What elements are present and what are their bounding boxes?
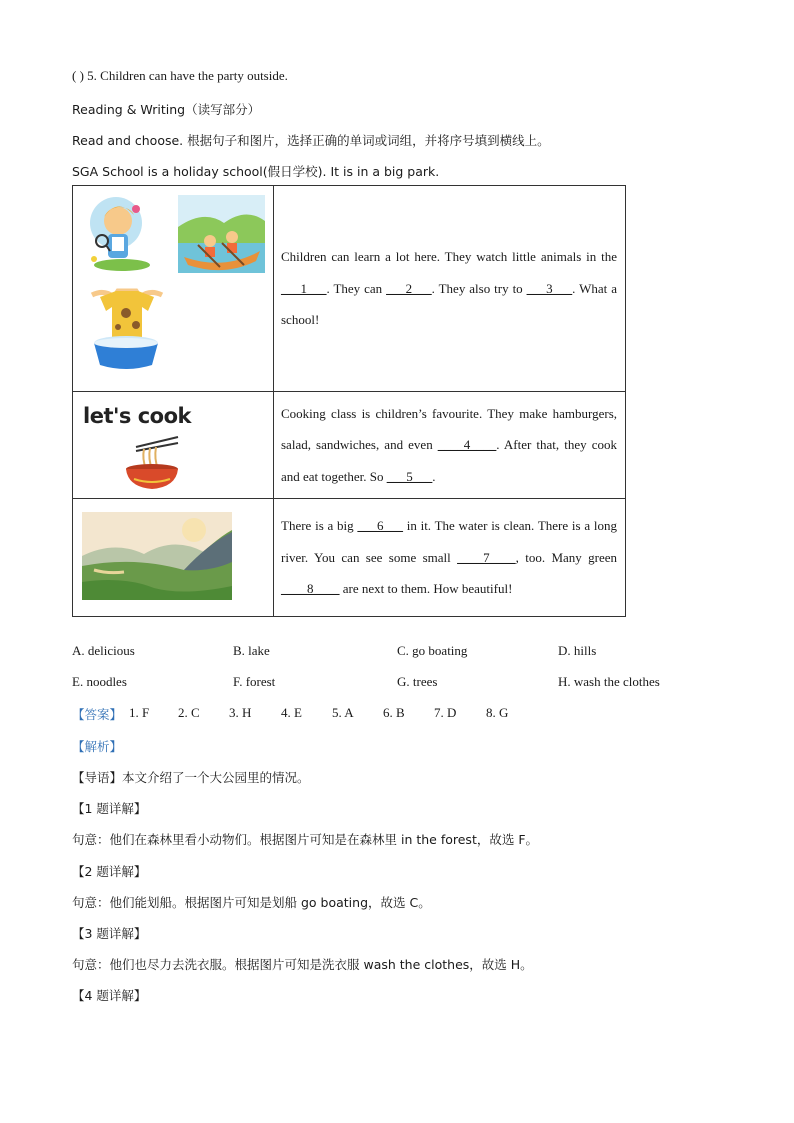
option-g: G. trees	[397, 674, 438, 689]
detail-2-head: 【2 题详解】	[72, 864, 147, 879]
text-cell-1	[274, 186, 626, 392]
lets-cook-label: let's cook	[83, 404, 191, 428]
row3-text-b: in it. The water is clean. There is a long river. You can see some small	[281, 518, 617, 565]
picture-cell-3	[73, 499, 274, 617]
hills-lake-icon	[82, 512, 232, 600]
blank-3: ___3___	[526, 280, 573, 296]
blank-1: ___1___	[281, 280, 327, 296]
blank-5: ___5___	[386, 468, 433, 484]
option-d: D. hills	[558, 643, 597, 658]
blank-6: ___6___	[357, 518, 403, 534]
option-f: F. forest	[233, 674, 276, 689]
girl-magnifier-icon	[90, 197, 150, 271]
reading-table	[72, 185, 626, 617]
blank-4: ____4____	[437, 437, 497, 453]
option-h: H. wash the clothes	[558, 674, 660, 689]
option-b: B. lake	[233, 643, 270, 658]
guide-line	[72, 768, 310, 786]
row3-text-d: are next to them. How beautiful!	[339, 581, 513, 597]
question-5: ( ) 5. Children can have the party outside.	[72, 68, 288, 83]
guide-text: 本文介绍了一个大公园里的情况。	[122, 770, 310, 785]
picture-cell-2	[73, 392, 274, 499]
boating-icon	[178, 195, 265, 273]
text-cell-3	[274, 499, 626, 617]
section-title: Reading & Writing（读写部分）	[72, 102, 261, 117]
answer-4: 4. E	[281, 705, 302, 720]
answer-3: 3. H	[229, 705, 252, 720]
row1-text-b: . They can	[326, 280, 387, 296]
detail-4-head: 【4 题详解】	[72, 988, 147, 1003]
option-c: C. go boating	[397, 643, 468, 658]
intro-text: SGA School is a holiday school(假日学校). It is in a big park.	[72, 164, 440, 179]
detail-3-head: 【3 题详解】	[72, 926, 147, 941]
kids-activities-illustration	[74, 187, 272, 386]
blank-7: ____7____	[457, 549, 516, 565]
row2-text-c: .	[432, 468, 436, 484]
row2-text-a: Cooking class is children’s favourite. They make hamburgers, salad, sandwiches, and even	[281, 405, 617, 453]
landscape-illustration	[74, 500, 272, 615]
row1-text-a: Children can learn a lot here. They watch little animals in the	[281, 249, 617, 265]
row1-text-c: . They also try to	[431, 280, 527, 296]
answer-6: 6. B	[383, 705, 405, 720]
answer-1: 1. F	[129, 705, 150, 720]
blank-8: ____8____	[281, 581, 340, 597]
text-cell-2	[274, 392, 626, 499]
picture-cell-1	[73, 186, 274, 392]
analysis-label: 【解析】	[72, 739, 123, 754]
detail-1-text: 句意：他们在森林里看小动物们。根据图片可知是在森林里 in the forest，故选 F。	[72, 832, 539, 847]
answer-8: 8. G	[486, 705, 509, 720]
wash-clothes-icon	[92, 291, 162, 369]
guide-label: 【导语】	[72, 770, 123, 785]
detail-3-text: 句意：他们也尽力去洗衣服。根据图片可知是洗衣服 wash the clothes，故选 H。	[72, 957, 533, 972]
noodle-bowl-icon	[126, 437, 178, 489]
row1-text-d: . What a school!	[281, 280, 617, 328]
answer-2: 2. C	[178, 705, 200, 720]
option-e: E. noodles	[72, 674, 127, 689]
row2-text-b: . After that, they cook and eat together. So	[281, 437, 617, 484]
row3-text-c: , too. Many green	[515, 549, 618, 565]
answer-label: 【答案】	[72, 707, 123, 722]
answer-5: 5. A	[332, 705, 354, 720]
answer-7: 7. D	[434, 705, 457, 720]
row3-text-a: There is a big	[281, 518, 358, 534]
detail-2-text: 句意：他们能划船。根据图片可知是划船 go boating，故选 C。	[72, 895, 431, 910]
option-a: A. delicious	[72, 643, 135, 658]
detail-1-head: 【1 题详解】	[72, 801, 147, 816]
instruction: Read and choose. 根据句子和图片，选择正确的单词或词组，并将序号填到横线上。	[72, 133, 550, 148]
blank-2: ___2___	[386, 280, 432, 296]
